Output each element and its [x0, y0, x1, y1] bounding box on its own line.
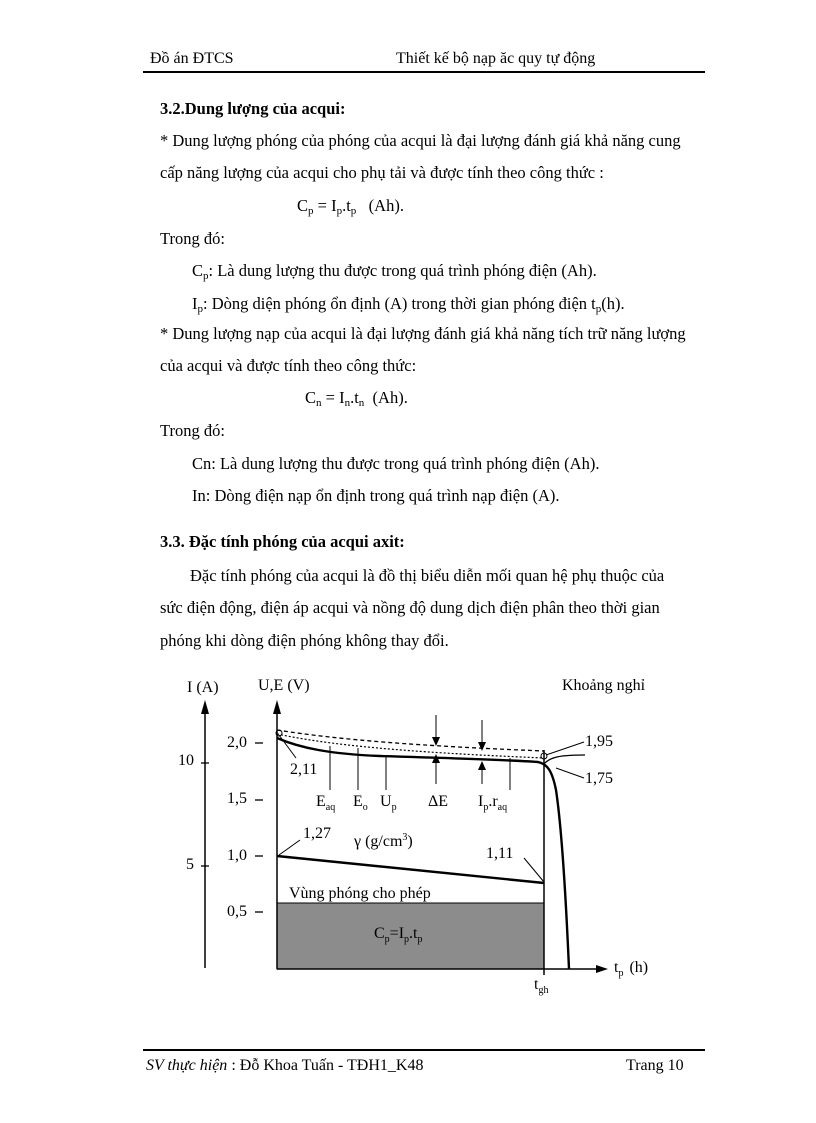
axis-label-current: I (A) — [187, 679, 219, 696]
section-3-3-line3: phóng khi dòng điện phóng không thay đổi. — [160, 631, 449, 650]
leader-2-11 — [279, 735, 296, 758]
delta-e-arrow-down-head — [432, 737, 440, 746]
header-left: Đồ án ĐTCS — [150, 50, 234, 67]
rest-recovery-curve — [544, 755, 585, 764]
label-permitted-region: Vùng phóng cho phép — [289, 885, 431, 902]
rest-period-label: Khoảng nghỉ — [562, 677, 646, 694]
para1-line1: * Dung lượng phóng của phóng của acqui là đại lượng đánh giá khả năng cung — [160, 131, 681, 150]
section-3-3-line2: sức điện động, điện áp acqui và nồng độ dung dịch điện phân theo thời gian — [160, 598, 660, 617]
annotation-1-27: 1,27 — [303, 825, 331, 842]
where-label-2: Trong đó: — [160, 421, 225, 440]
axis-label-voltage: U,E (V) — [258, 677, 310, 694]
eo-curve — [277, 734, 544, 758]
section-3-3-line1: Đặc tính phóng của acqui là đồ thị biểu diễn mối quan hệ phụ thuộc của — [190, 566, 665, 585]
voltage-tick-label-0-5: 0,5 — [227, 903, 247, 920]
label-tgh: $t_{gh}$ — [534, 976, 549, 996]
label-capacity-formula: $C_p=I_p.t_p$ — [374, 925, 423, 945]
leader-1-27 — [279, 840, 300, 855]
formula-cp: $C_p = I_p.t_p$ (Ah). — [297, 196, 404, 217]
ipraq-arrow-up-head — [478, 761, 486, 770]
voltage-tick-label-2-0: 2,0 — [227, 734, 247, 751]
footer-page-number: Trang 10 — [626, 1057, 684, 1074]
definition-cp: $C_p$: Là dung lượng thu được trong quá trình phóng điện (Ah). — [192, 261, 597, 282]
label-eaq: $E_{aq}$ — [316, 793, 336, 813]
annotation-1-11: 1,11 — [486, 845, 514, 862]
definition-in: In: Dòng điện nạp ổn định trong quá trình nạp điện (A). — [192, 486, 560, 505]
leader-1-95 — [546, 742, 584, 755]
current-tick-label-5: 5 — [186, 856, 194, 873]
label-density: γ $(g/cm^3)$ — [354, 832, 413, 850]
leader-1-75 — [556, 768, 584, 778]
time-axis-arrow — [596, 965, 608, 973]
voltage-axis-arrow — [273, 700, 281, 714]
annotation-1-95: 1,95 — [585, 733, 613, 750]
voltage-tick-label-1-0: 1,0 — [227, 847, 247, 864]
section-3-3-heading: 3.3. Đặc tính phóng của acqui axit: — [160, 532, 405, 551]
label-up: $U_p$ — [380, 793, 397, 813]
para2-line1: * Dung lượng nạp của acqui là đại lượng đánh giá khả năng tích trữ năng lượng — [160, 324, 686, 343]
label-delta-e: ΔE — [428, 793, 449, 810]
voltage-tick-label-1-5: 1,5 — [227, 790, 247, 807]
definition-cn: Cn: Là dung lượng thu được trong quá trình phóng điện (Ah). — [192, 454, 600, 473]
annotation-2-11: 2,11 — [290, 761, 318, 778]
current-axis-arrow — [201, 700, 209, 714]
section-3-2-heading: 3.2.Dung lượng của acqui: — [160, 99, 346, 118]
annotation-1-75: 1,75 — [585, 770, 613, 787]
where-label-1: Trong đó: — [160, 229, 225, 248]
footer-author: SV thực hiện : Đỗ Khoa Tuấn - TĐH1_K48 — [146, 1057, 424, 1074]
leader-1-11 — [524, 858, 544, 882]
label-ipraq: $I_p.r_{aq}$ — [478, 793, 508, 813]
header-title: Thiết kế bộ nạp ăc quy tự động — [396, 50, 596, 67]
para1-line2: cấp năng lượng của acqui cho phụ tải và được tính theo công thức : — [160, 163, 604, 182]
formula-cn: $C_n = I_n.t_n$ (Ah). — [305, 388, 408, 409]
definition-ip: $I_p$: Dòng diện phóng ổn định (A) trong thời gian phóng điện $t_p(h)$. — [192, 294, 625, 315]
label-eo: $E_o$ — [353, 793, 368, 813]
ipraq-arrow-down-head — [478, 742, 486, 751]
para2-line2: của acqui và được tính theo công thức: — [160, 356, 417, 375]
current-tick-label-10: 10 — [178, 752, 194, 769]
axis-label-time: $t_p$ (h) — [614, 959, 649, 979]
footer-rule — [143, 1049, 705, 1051]
